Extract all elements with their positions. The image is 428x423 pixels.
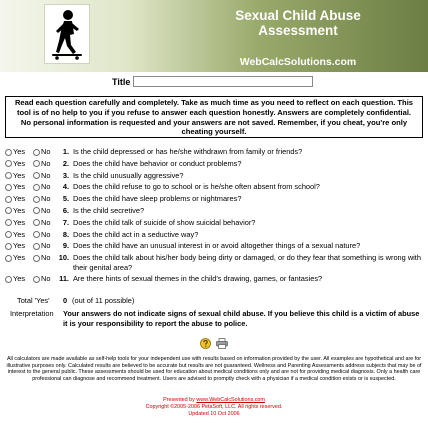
radio-circle-icon[interactable]: [5, 196, 12, 203]
logo: [44, 4, 90, 64]
radio-circle-icon[interactable]: [5, 243, 12, 250]
question-text: Are there hints of sexual themes in the child's drawing, games, or fantasies?: [73, 274, 323, 284]
radio-circle-icon[interactable]: [33, 184, 40, 191]
title-input[interactable]: [133, 76, 313, 87]
yes-radio-3[interactable]: Yes: [5, 171, 25, 181]
question-number: 6.: [62, 205, 69, 215]
question-text: Does the child have sleep problems or nightmares?: [73, 194, 242, 204]
question-number: 8.: [62, 229, 69, 239]
question-text: Does the child act in a seductive way?: [73, 229, 199, 239]
footer: [0, 397, 428, 417]
total-note: (out of 11 possible): [72, 296, 135, 305]
no-radio-11[interactable]: No: [33, 274, 50, 284]
question-number: 1.: [62, 147, 69, 156]
site-name: WebCalcSolutions.com: [239, 56, 357, 68]
radio-circle-icon[interactable]: [5, 160, 12, 167]
interpretation-text: Your answers do not indicate signs of sexual child abuse. If you believe this child is a victim of abuse it is your responsibility to report the abuse to police.: [63, 309, 420, 328]
toolbar: [196, 338, 232, 350]
question-text: Does the child have behavior or conduct problems?: [73, 158, 242, 168]
radio-circle-icon[interactable]: [5, 207, 12, 214]
question-row-11: [5, 273, 423, 285]
radio-circle-icon[interactable]: [33, 149, 40, 156]
question-text: Is the child unusually aggressive?: [73, 170, 184, 180]
yes-radio-8[interactable]: Yes: [5, 230, 25, 240]
no-radio-9[interactable]: No: [33, 241, 50, 251]
question-number: 10.: [58, 253, 69, 263]
question-text: Does the child talk of suicide of show suicidal behavior?: [73, 217, 256, 227]
radio-circle-icon[interactable]: [5, 231, 12, 238]
no-radio-2[interactable]: No: [33, 159, 50, 169]
yes-radio-2[interactable]: Yes: [5, 159, 25, 169]
radio-circle-icon[interactable]: [33, 231, 40, 238]
question-row-7: [5, 217, 423, 229]
question-number: 11.: [59, 274, 69, 284]
question-text: Does the child talk about his/her body being dirty or damaged, or do they fear that something is wrong with their genital area?: [73, 253, 421, 273]
radio-circle-icon[interactable]: [33, 196, 40, 203]
radio-circle-icon[interactable]: [5, 276, 12, 283]
yes-radio-1[interactable]: Yes: [5, 147, 25, 157]
question-number: 3.: [62, 170, 69, 180]
radio-circle-icon[interactable]: [5, 255, 12, 262]
question-number: 5.: [62, 194, 69, 204]
question-row-6: [5, 205, 423, 217]
total-label: Total 'Yes': [17, 296, 50, 305]
question-row-8: [5, 229, 423, 241]
site-link[interactable]: www.WebCalcSolutions.com: [196, 397, 265, 403]
yes-radio-10[interactable]: Yes: [5, 253, 25, 263]
page-title-line2: Assessment: [258, 23, 338, 38]
yes-radio-11[interactable]: Yes: [5, 274, 25, 284]
question-row-1: [5, 146, 423, 158]
radio-circle-icon[interactable]: [33, 255, 40, 262]
question-number: 9.: [62, 241, 69, 251]
radio-circle-icon[interactable]: [33, 160, 40, 167]
no-radio-10[interactable]: No: [33, 253, 50, 263]
question-number: 2.: [62, 158, 69, 168]
question-row-9: [5, 240, 423, 252]
yes-radio-5[interactable]: Yes: [5, 194, 25, 204]
question-text: Does the child have an unusual interest in or avoid altogether things of a sexual nature?: [73, 241, 361, 251]
no-radio-7[interactable]: No: [33, 218, 50, 228]
question-row-3: [5, 170, 423, 182]
radio-circle-icon[interactable]: [5, 149, 12, 156]
disclaimer: All calculators are made available as self-help tools for your independent use with results based on information provided by the user. All examples are hypothetical and are for illustrative purposes only. Calculated results are believed to be accurate but results are not guaranteed. Wellness and Parenting Assessments address subjects that may be of interest to the general public. These assessments should be used for education about medical conditions only and are not for providing medical diagnosis. Only a health care professional can diagnose and recommend treatment. Users are advised to promptly check with a physician if a medical condition exists or is suspected.: [6, 356, 422, 382]
radio-circle-icon[interactable]: [33, 243, 40, 250]
title-label: Title: [112, 77, 131, 87]
instructions-box: Read each question carefully and completely. Take as much time as you need to reflect on each question. This tool is of no help to you if you refuse to answer each question honestly. Answers are completely confidential. No personal information is requested and your answers are not saved. Remember, if you cheat, you're only cheating yourself.: [5, 96, 423, 138]
interpretation-row: [0, 309, 428, 333]
question-row-5: [5, 193, 423, 205]
page-title: [200, 8, 396, 38]
question-row-4: [5, 181, 423, 193]
interpretation-label: Interpretation: [10, 309, 54, 318]
radio-circle-icon[interactable]: [33, 207, 40, 214]
question-text: Is the child secretive?: [73, 205, 145, 215]
yes-radio-6[interactable]: Yes: [5, 206, 25, 216]
no-radio-8[interactable]: No: [33, 230, 50, 240]
question-number: 7.: [62, 217, 69, 227]
question-row-10: [5, 252, 423, 273]
header-banner: [0, 0, 428, 72]
skateboarder-icon: [47, 7, 87, 61]
total-row: [0, 296, 428, 308]
yes-radio-4[interactable]: Yes: [5, 182, 25, 192]
question-number: 4.: [62, 182, 69, 192]
questions-list: [5, 146, 423, 285]
radio-circle-icon[interactable]: [33, 276, 40, 283]
radio-circle-icon[interactable]: [33, 219, 40, 226]
radio-circle-icon[interactable]: [33, 172, 40, 179]
page-title-line1: Sexual Child Abuse: [235, 8, 361, 23]
presented-by: Presented by www.WebCalcSolutions.com: [163, 397, 265, 403]
no-radio-3[interactable]: No: [33, 171, 50, 181]
title-row: [0, 76, 428, 90]
total-value: 0: [63, 296, 68, 305]
question-text: Is the child depressed or has he/she withdrawn from family or friends?: [73, 147, 303, 156]
yes-radio-9[interactable]: Yes: [5, 241, 25, 251]
no-radio-1[interactable]: No: [33, 147, 50, 157]
copyright: Copyright ©2005-2006 PetaSoft, LLC. All rights reserved.: [145, 403, 283, 410]
radio-circle-icon[interactable]: [5, 172, 12, 179]
no-radio-5[interactable]: No: [33, 194, 50, 204]
help-icon[interactable]: [200, 338, 211, 349]
question-row-2: [5, 158, 423, 170]
question-text: Does the child refuse to go to school or is he/she often absent from school?: [73, 182, 320, 192]
no-radio-4[interactable]: No: [33, 182, 50, 192]
print-icon[interactable]: [216, 338, 228, 349]
no-radio-6[interactable]: No: [33, 206, 50, 216]
radio-circle-icon[interactable]: [5, 219, 12, 226]
updated-date: Updated 10 Oct 2006: [188, 410, 240, 417]
yes-radio-7[interactable]: Yes: [5, 218, 25, 228]
radio-circle-icon[interactable]: [5, 184, 12, 191]
